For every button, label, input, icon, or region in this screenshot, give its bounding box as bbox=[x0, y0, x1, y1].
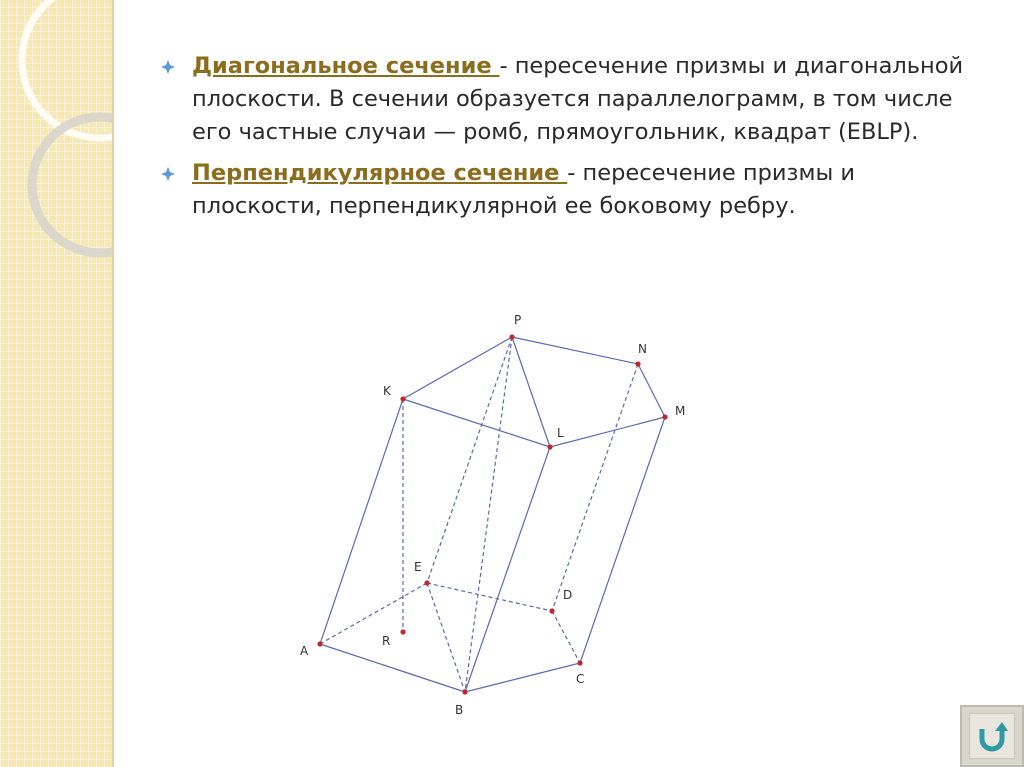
label-A: A bbox=[300, 644, 309, 658]
edge-NM bbox=[638, 364, 665, 417]
prism-figure bbox=[290, 305, 710, 725]
vertex-D bbox=[549, 608, 554, 613]
vertex-C bbox=[577, 660, 582, 665]
edge-ED bbox=[427, 583, 552, 611]
bullet-diagonal-section bbox=[160, 50, 990, 149]
label-M: M bbox=[675, 404, 686, 418]
edge-AE bbox=[320, 583, 427, 644]
vertex-A bbox=[317, 641, 322, 646]
label-D: D bbox=[563, 588, 573, 602]
vertex-K bbox=[400, 396, 405, 401]
return-button[interactable] bbox=[960, 705, 1024, 767]
edge-MC bbox=[580, 417, 665, 663]
edge-PE bbox=[427, 337, 512, 583]
vertex-P bbox=[509, 334, 514, 339]
diamond-bullet-icon bbox=[160, 166, 176, 182]
return-button-face bbox=[969, 713, 1015, 759]
edge-PN bbox=[512, 337, 638, 364]
term-link[interactable]: Перпендикулярное сечение bbox=[192, 160, 568, 186]
label-L: L bbox=[557, 426, 564, 440]
decorative-side-panel bbox=[0, 0, 114, 767]
edge-LM bbox=[550, 417, 665, 447]
diamond-bullet-icon bbox=[160, 59, 176, 75]
edge-KA bbox=[320, 399, 403, 644]
edge-AB bbox=[320, 644, 465, 692]
label-K: K bbox=[383, 384, 391, 398]
edge-PL bbox=[512, 337, 550, 447]
return-arrow-icon bbox=[975, 719, 1009, 753]
bullet-text bbox=[192, 50, 990, 149]
vertex-B bbox=[462, 689, 467, 694]
bullet-perpendicular-section bbox=[160, 157, 990, 223]
vertex-L bbox=[547, 444, 552, 449]
definition-text: - пересечение призмы и плоскости, перпендикулярной ее боковому ребру. bbox=[192, 160, 855, 219]
prism-drawing bbox=[290, 305, 710, 725]
edge-KP bbox=[403, 337, 512, 399]
label-R: R bbox=[382, 634, 391, 648]
vertex-E bbox=[424, 580, 429, 585]
term-link[interactable]: Диагональное сечение bbox=[192, 53, 500, 79]
vertex-R bbox=[400, 629, 405, 634]
vertex-M bbox=[662, 414, 667, 419]
bullet-text bbox=[192, 157, 990, 223]
label-P: P bbox=[514, 313, 522, 327]
definition-text: - пересечение призмы и диагональной плоскости. В сечении образуется параллелограмм, в том числе его частные случаи — ромб, прямоугольник, квадрат (EBLP). bbox=[192, 53, 964, 145]
label-B: B bbox=[455, 703, 464, 717]
edge-PB bbox=[465, 337, 512, 692]
slide-content bbox=[160, 50, 990, 231]
edge-LB bbox=[465, 447, 550, 692]
label-N: N bbox=[638, 342, 647, 356]
edge-DC bbox=[552, 611, 580, 663]
edge-EB bbox=[427, 583, 465, 692]
edge-ND bbox=[552, 364, 638, 611]
label-C: C bbox=[576, 672, 585, 686]
vertex-N bbox=[635, 361, 640, 366]
label-E: E bbox=[414, 560, 422, 574]
decorative-rings bbox=[0, 0, 112, 767]
edge-BC bbox=[465, 663, 580, 692]
